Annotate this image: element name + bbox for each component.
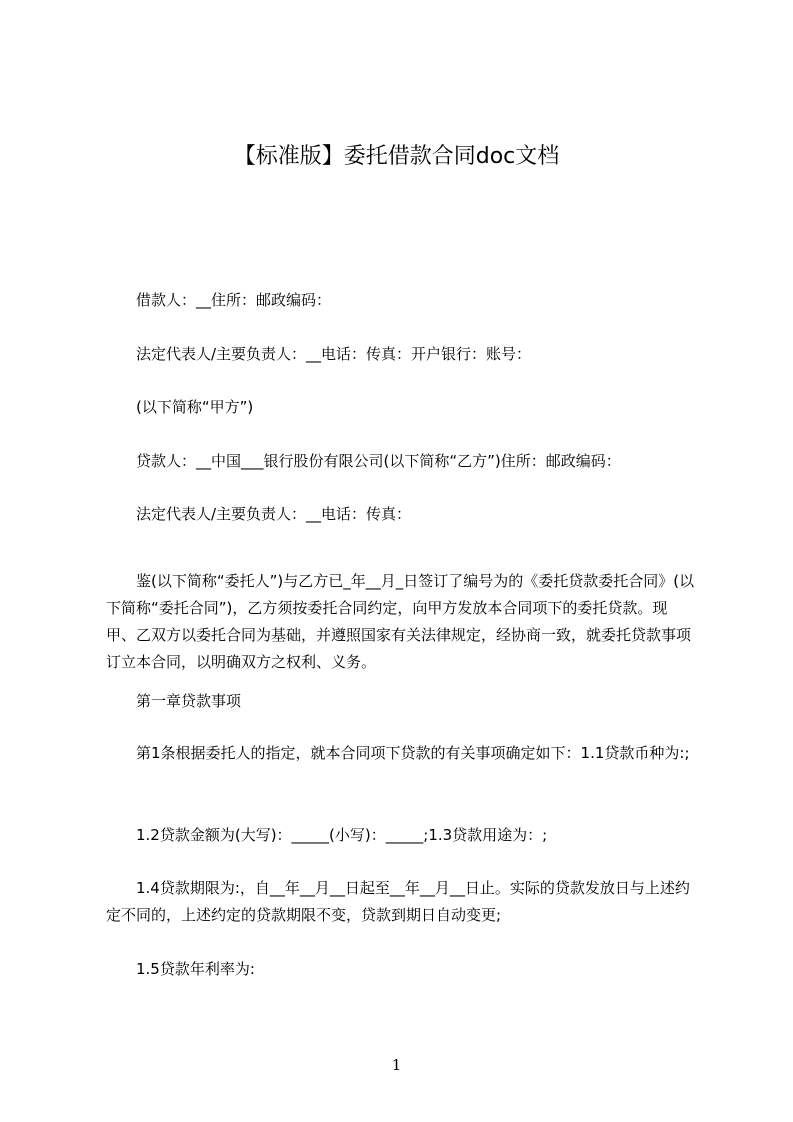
preamble-paragraph: 鉴(以下简称“委托人”)与乙方已_年__月_日签订了编号为的《委托贷款委托合同》(以下简称“委托合同”)，乙方须按委托合同约定，向甲方发放本合同项下的委托贷款。现甲、乙双方以委托合同为基础，并遵照国家有关法律规定，经协商一致，就委托贷款事项订立本合同，以明确双方之权利、义务。 [106, 572, 695, 671]
article-1-paragraph: 第1条根据委托人的指定，就本合同项下贷款的有关事项确定如下：1.1贷款币种为:; [136, 744, 690, 762]
clause-1-5-paragraph: 1.5贷款年利率为: [136, 960, 255, 978]
chapter-heading: 第一章贷款事项 [136, 692, 242, 710]
clause-1-2-paragraph: 1.2贷款金额为(大写)：_____(小写)：_____;1.3贷款用途为：; [136, 826, 548, 844]
party-a-abbreviation: (以下简称“甲方”) [136, 398, 254, 416]
borrower-line: 借款人：__住所：邮政编码： [136, 291, 332, 309]
page-number: 1 [391, 1056, 402, 1074]
lender-line: 贷款人：__中国___银行股份有限公司(以下简称“乙方”)住所：邮政编码： [136, 452, 621, 470]
document-title: 【标准版】委托借款合同doc文档 [233, 144, 560, 169]
borrower-representative-line: 法定代表人/主要负责人：__电话：传真：开户银行：账号： [136, 345, 532, 363]
clause-1-4-paragraph: 1.4贷款期限为:，自__年__月__日起至__年__月__日止。实际的贷款发放日与上述约定不同的，上述约定的贷款期限不变，贷款到期日自动变更; [106, 879, 690, 924]
lender-representative-line: 法定代表人/主要负责人：__电话：传真： [136, 505, 412, 523]
